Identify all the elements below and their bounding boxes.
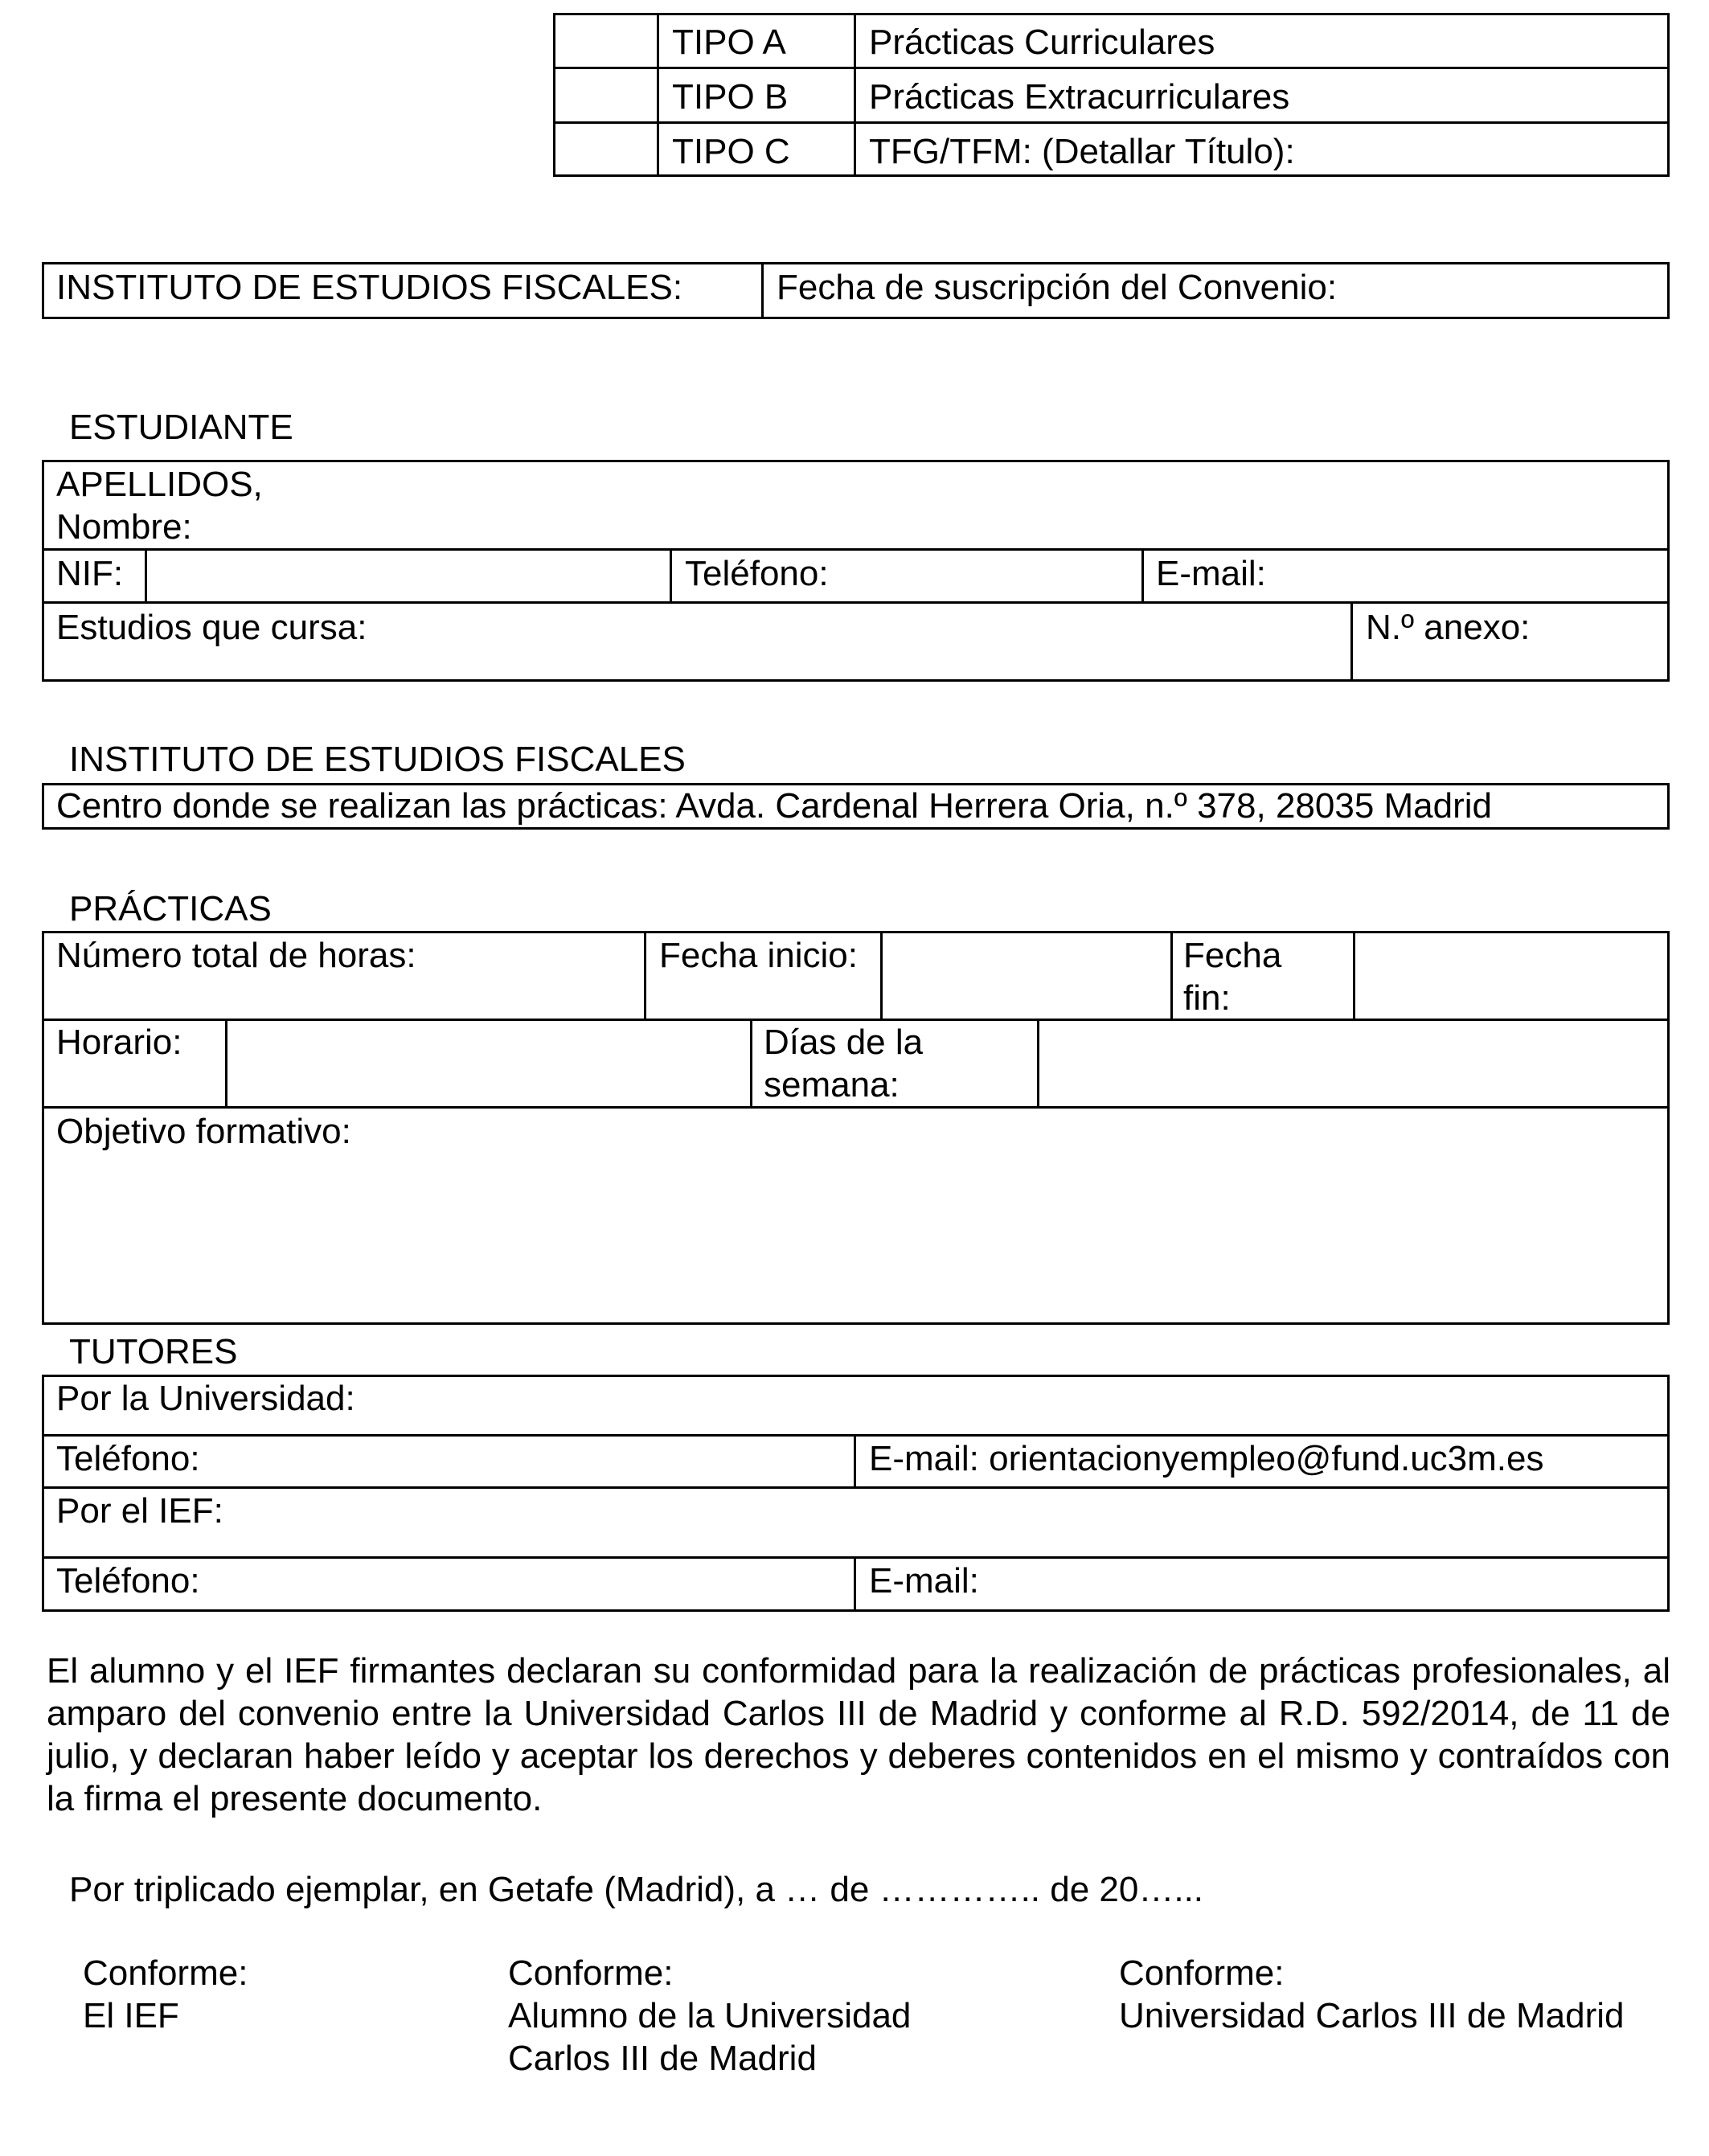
- estudiante-heading: ESTUDIANTE: [69, 408, 293, 447]
- lugar-fecha-line: Por triplicado ejemplar, en Getafe (Madrid), a … de ………….. de 20…...: [69, 1870, 1204, 1909]
- firma-universidad-label: Conforme:: [1119, 1953, 1285, 1993]
- firma-alumno-label: Conforme:: [508, 1953, 674, 1993]
- instituto-heading: INSTITUTO DE ESTUDIOS FISCALES: [69, 740, 686, 779]
- estudiante-divider: [670, 548, 672, 603]
- firma-alumno-name-1: Alumno de la Universidad: [508, 1996, 912, 2035]
- tipo-b-desc: Prácticas Extracurriculares: [869, 77, 1290, 117]
- fecha-inicio-label: Fecha inicio:: [659, 936, 859, 975]
- fecha-convenio-label: Fecha de suscripción del Convenio:: [777, 268, 1338, 307]
- firma-alumno-name-2: Carlos III de Madrid: [508, 2039, 817, 2078]
- tipo-table-rule: [553, 67, 1670, 69]
- apellidos-label: APELLIDOS,: [56, 465, 263, 504]
- nif-label: NIF:: [56, 554, 124, 593]
- estudiante-rule: [42, 548, 1670, 551]
- nombre-label: Nombre:: [56, 507, 192, 547]
- telefono-label: Teléfono:: [685, 554, 829, 593]
- firma-alumno: [508, 1952, 911, 2080]
- practicas-divider: [1353, 931, 1355, 1020]
- anexo-label: N.º anexo:: [1366, 608, 1531, 647]
- practicas-heading: PRÁCTICAS: [69, 889, 272, 928]
- practicas-divider: [880, 931, 883, 1020]
- practicas-divider: [750, 1019, 752, 1108]
- fecha-fin-label-1: Fecha: [1183, 936, 1282, 975]
- ief-label: INSTITUTO DE ESTUDIOS FISCALES:: [56, 268, 683, 307]
- tipo-table-divider: [854, 13, 856, 177]
- tutor-ief-telefono-label: Teléfono:: [56, 1561, 200, 1601]
- fecha-fin-label-2: fin:: [1183, 978, 1231, 1018]
- declaracion-paragraph: El alumno y el IEF firmantes declaran su conformidad para la realización de prácticas profesionales, al amparo del convenio entre la Universidad Carlos III de Madrid y conforme al R.D. 592/2014, de 11 de julio, y declaran haber leído y aceptar los derechos y deberes contenidos en el mismo y contraídos con la firma el presente documento.: [47, 1651, 1670, 1818]
- practicas-divider: [225, 1019, 227, 1108]
- practicas-divider: [1170, 931, 1173, 1020]
- tipo-c-code: TIPO C: [672, 132, 790, 171]
- practicas-rule: [42, 1106, 1670, 1109]
- tutor-universidad-telefono-label: Teléfono:: [56, 1439, 200, 1478]
- tutor-universidad-email: E-mail: orientacionyempleo@fund.uc3m.es: [869, 1439, 1544, 1478]
- estudiante-divider: [1141, 548, 1144, 603]
- tutor-universidad-label: Por la Universidad:: [56, 1379, 355, 1418]
- dias-label-2: semana:: [764, 1065, 900, 1105]
- firma-universidad: [1119, 1952, 1624, 2037]
- tipo-table-divider: [657, 13, 659, 177]
- tutor-ief-label: Por el IEF:: [56, 1491, 223, 1531]
- estudiante-divider: [1350, 601, 1353, 682]
- ief-convenio-divider: [761, 262, 764, 319]
- tipo-table-rule: [553, 121, 1670, 124]
- firma-ief-label: Conforme:: [83, 1953, 248, 1993]
- estudiante-divider: [145, 548, 147, 603]
- tipo-a-code: TIPO A: [672, 23, 786, 62]
- estudiante-rule: [42, 601, 1670, 604]
- tipo-b-code: TIPO B: [672, 77, 789, 117]
- firma-universidad-name: Universidad Carlos III de Madrid: [1119, 1996, 1625, 2035]
- horario-label: Horario:: [56, 1023, 182, 1062]
- dias-label-1: Días de la: [764, 1023, 924, 1062]
- tutores-divider: [854, 1434, 856, 1488]
- firma-ief: [83, 1952, 248, 2037]
- tutor-ief-email-label: E-mail:: [869, 1561, 979, 1601]
- firma-ief-name: El IEF: [83, 1996, 179, 2035]
- tipo-c-desc: TFG/TFM: (Detallar Título):: [869, 132, 1295, 171]
- centro-text: Centro donde se realizan las prácticas: Avda. Cardenal Herrera Oria, n.º 378, 28035 Madrid: [56, 786, 1493, 826]
- email-label: E-mail:: [1156, 554, 1266, 593]
- tutores-divider: [854, 1556, 856, 1612]
- estudios-label: Estudios que cursa:: [56, 608, 367, 647]
- tutores-heading: TUTORES: [69, 1332, 238, 1371]
- practicas-divider: [644, 931, 646, 1020]
- practicas-divider: [1037, 1019, 1039, 1108]
- tipo-a-desc: Prácticas Curriculares: [869, 23, 1215, 62]
- horas-label: Número total de horas:: [56, 936, 416, 975]
- objetivo-label: Objetivo formativo:: [56, 1112, 351, 1151]
